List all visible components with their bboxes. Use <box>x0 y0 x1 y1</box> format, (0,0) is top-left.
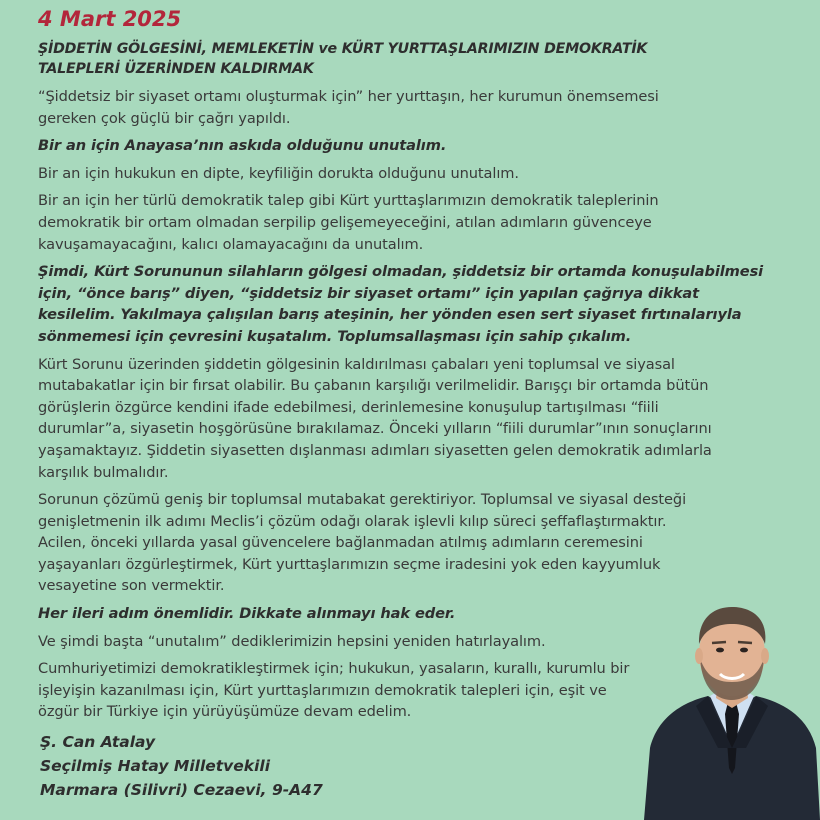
paragraph-law <box>38 163 798 185</box>
letter-headline <box>38 39 798 79</box>
paragraph-line: Acilen, önceki yıllarda yasal güvencelere bağlanmadan atılmış adımların ceremesini <box>38 534 643 552</box>
paragraph-line: demokratik bir ortam olmadan serpilip gelişemeyeceğini, atılan adımların güvenceye <box>38 213 652 231</box>
paragraph-line: Cumhuriyetimizi demokratikleştirmek için; hukukun, yasaların, kurallı, kurumlu bir <box>38 660 630 678</box>
paragraph-line: özgür bir Türkiye için yürüyüşümüze devam edelim. <box>38 703 412 721</box>
paragraph-line: genişletmenin ilk adımı Meclis’i çözüm odağı olarak işlevli kılıp süreci şeffaflaştırmaktır. <box>38 512 667 530</box>
portrait-illustration <box>644 598 820 820</box>
paragraph-line: Şimdi, Kürt Sorununun silahların gölgesi olmadan, şiddetsiz bir ortamda konuşulabilmesi <box>38 263 764 281</box>
paragraph-line: görüşlerin özgürce kendini ifade edebilmesi, derinlemesine konuşulup tartışılması “fiili <box>38 398 659 416</box>
paragraph-line: Bir an için Anayasa’nın askıda olduğunu unutalım. <box>38 137 447 155</box>
paragraph-constitution <box>38 135 798 157</box>
paragraph-line: Sorunun çözümü geniş bir toplumsal mutabakat gerektiriyor. Toplumsal ve siyasal desteği <box>38 491 687 509</box>
paragraph-line: Kürt Sorunu üzerinden şiddetin gölgesinin kaldırılması çabaları yeni toplumsal ve siyasal <box>38 355 675 373</box>
paragraph-line: Her ileri adım önemlidir. Dikkate alınmayı hak eder. <box>38 605 456 623</box>
paragraph-peace <box>38 261 798 347</box>
signature-name: Ş. Can Atalay <box>40 733 156 751</box>
paragraph-line: “Şiddetsiz bir siyaset ortamı oluşturmak için” her yurttaşın, her kurumun önemsemesi <box>38 88 659 105</box>
signature-title: Seçilmiş Hatay Milletvekili <box>40 757 271 775</box>
signature-block <box>40 730 323 802</box>
paragraph-line: sönmemesi için çevresini kuşatalım. Toplumsallaşması için sahip çıkalım. <box>38 327 632 345</box>
paragraph-line: Bir an için hukukun en dipte, keyfiliğin dorukta olduğunu unutalım. <box>38 164 519 182</box>
paragraph-line: Ve şimdi başta “unutalım” dediklerimizin hepsini yeniden hatırlayalım. <box>38 632 546 650</box>
paragraph-line: mutabakatlar için bir fırsat olabilir. Bu çabanın karşılığı verilmelidir. Barışçı bir ortamda bütün <box>38 377 709 395</box>
paragraph-line: yaşamaktayız. Şiddetin siyasetten dışlanması adımları siyasetten gelen demokratik adımlarla <box>38 441 712 459</box>
paragraph-call <box>38 86 798 129</box>
paragraph-line: için, “önce barış” diyen, “şiddetsiz bir siyaset ortamı” için yapılan çağrıya dikkat <box>38 284 700 302</box>
paragraph-opportunity <box>38 354 798 484</box>
paragraph-line: kesilelim. Yakılmaya çalışılan barış ateşinin, her yönden esen sert siyaset fırtınalarıyla <box>38 306 742 324</box>
headline-line: TALEPLERİ ÜZERİNDEN KALDIRMAK <box>38 61 314 77</box>
paragraph-line: durumlar”a, siyasetin hoşgörüsüne bırakılamaz. Önceki yılların “fiili durumlar”ının sonuçlarını <box>38 420 712 438</box>
paragraph-line: işleyişin kazanılması için, Kürt yurttaşlarımızın demokratik talepleri için, eşit ve <box>38 681 607 699</box>
paragraph-line: gereken çok güçlü bir çağrı yapıldı. <box>38 109 291 127</box>
paragraph-consensus <box>38 489 798 597</box>
headline-line: ŞİDDETİN GÖLGESİNİ, MEMLEKETİN ve KÜRT YURTTAŞLARIMIZIN DEMOKRATİK <box>38 41 648 57</box>
signature-location: Marmara (Silivri) Cezaevi, 9-A47 <box>40 781 323 799</box>
paragraph-line: vesayetine son vermektir. <box>38 577 225 595</box>
paragraph-line: Bir an için her türlü demokratik talep gibi Kürt yurttaşlarımızın demokratik taleplerinin <box>38 192 659 210</box>
paragraph-line: kavuşamayacağını, kalıcı olamayacağını da unutalım. <box>38 235 424 253</box>
letter-date: 4 Mart 2025 <box>38 7 182 31</box>
portrait-photo <box>644 598 820 820</box>
paragraph-demands <box>38 190 798 255</box>
paragraph-line: yaşayanları özgürleştirmek, Kürt yurttaşlarımızın seçme iradesini yok eden kayyumluk <box>38 555 661 573</box>
paragraph-line: karşılık bulmalıdır. <box>38 463 169 481</box>
